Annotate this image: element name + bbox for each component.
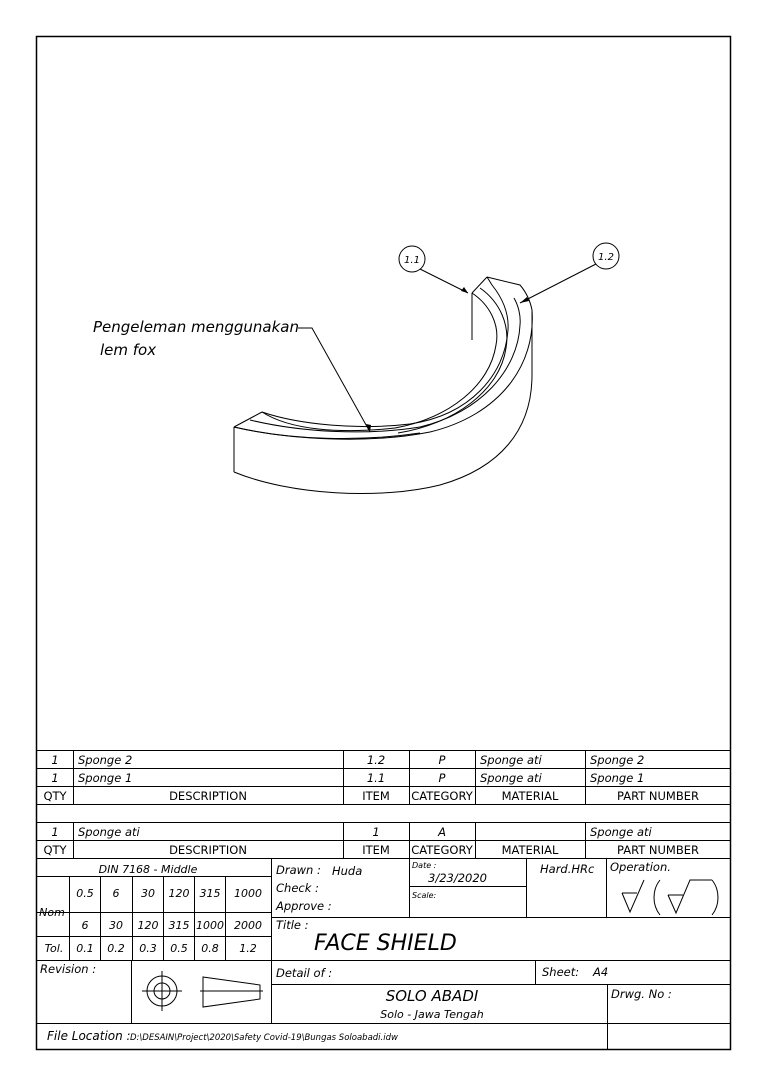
detail-label: Detail of : [276, 966, 333, 980]
nom-to-5: 1000 [196, 919, 224, 932]
row2-item: 1.1 [366, 771, 386, 785]
header2-category: CATEGORY [411, 843, 473, 857]
part-isometric-view [234, 277, 532, 494]
row2-material: Sponge ati [480, 771, 542, 785]
assembly-qty: 1 [51, 825, 59, 839]
header-description: DESCRIPTION [169, 789, 247, 803]
file-path: D:\DESAIN\Project\2020\Safety Covid-19\Bungas Soloabadi.idw [130, 1033, 398, 1043]
row2-qty: 1 [51, 771, 59, 785]
drawing-number-label: Drwg. No : [611, 987, 672, 1001]
row1-qty: 1 [51, 753, 59, 767]
sheet-size: A4 [593, 965, 609, 979]
company-location: Solo - Jawa Tengah [380, 1008, 484, 1021]
header2-part-number: PART NUMBER [617, 843, 699, 857]
header-qty: QTY [43, 789, 67, 803]
tolerance-nom-label: Nom [39, 906, 65, 919]
file-location-label: File Location : [47, 1029, 131, 1043]
inner-top-edge [234, 277, 532, 439]
surface-finish-symbol-icon [622, 880, 718, 915]
note-line-2: lem fox [100, 341, 157, 359]
row1-part-number: Sponge 2 [590, 753, 645, 767]
header2-qty: QTY [43, 843, 67, 857]
note-line-1: Pengeleman menggunakan [93, 318, 299, 336]
callout-label-1.2: 1.2 [598, 252, 614, 263]
check-label: Check : [276, 881, 319, 895]
nom-from-1: 0.5 [76, 887, 94, 900]
approve-label: Approve : [276, 899, 332, 913]
row2-category: P [438, 771, 446, 785]
assembly-item: 1 [372, 825, 380, 839]
row1-material: Sponge ati [480, 753, 542, 767]
drawn-label: Drawn : [276, 863, 321, 877]
operation-label: Operation. [610, 860, 671, 874]
assembly-category: A [438, 825, 446, 839]
drawn-by: Huda [332, 864, 363, 878]
drawing-title: FACE SHIELD [314, 931, 457, 956]
date-label: Date : [412, 861, 437, 870]
tol-4: 0.5 [170, 942, 188, 955]
row2-part-number: Sponge 1 [590, 771, 645, 785]
nom-to-2: 30 [109, 919, 123, 932]
callout-1.2 [520, 243, 619, 303]
nom-from-4: 120 [168, 887, 190, 900]
title-label: Title : [276, 918, 309, 932]
nom-from-5: 315 [199, 887, 221, 900]
callout-1.1 [399, 246, 468, 293]
tol-3: 0.3 [139, 942, 157, 955]
tol-6: 1.2 [239, 942, 257, 955]
row1-category: P [438, 753, 446, 767]
tolerance-tol-label: Tol. [44, 942, 64, 955]
callout-label-1.1: 1.1 [404, 255, 420, 266]
header-category: CATEGORY [411, 789, 473, 803]
assembly-part-number: Sponge ati [590, 825, 652, 839]
glue-note [93, 318, 371, 432]
sheet-label: Sheet: [542, 965, 580, 979]
third-angle-projection-icon [142, 971, 263, 1011]
header2-description: DESCRIPTION [169, 843, 247, 857]
row1-item: 1.2 [366, 753, 386, 767]
header2-material: MATERIAL [501, 843, 559, 857]
nom-from-3: 30 [141, 887, 155, 900]
tol-5: 0.8 [201, 942, 219, 955]
company-name: SOLO ABADI [385, 987, 479, 1005]
hardness-label: Hard.HRc [540, 862, 595, 876]
tolerance-standard: DIN 7168 - Middle [98, 863, 198, 876]
row1-description: Sponge 2 [78, 753, 133, 767]
tol-1: 0.1 [76, 942, 94, 955]
assembly-description: Sponge ati [78, 825, 140, 839]
header-item: ITEM [362, 789, 390, 803]
header-material: MATERIAL [501, 789, 559, 803]
tol-2: 0.2 [107, 942, 125, 955]
nom-to-3: 120 [137, 919, 159, 932]
nom-to-1: 6 [81, 919, 89, 932]
nom-to-6: 2000 [234, 919, 262, 932]
header2-item: ITEM [362, 843, 390, 857]
row2-description: Sponge 1 [78, 771, 133, 785]
outer-top-edge [262, 277, 508, 427]
nom-to-4: 315 [168, 919, 190, 932]
nom-from-6: 1000 [234, 887, 262, 900]
revision-label: Revision : [40, 962, 97, 976]
header-part-number: PART NUMBER [617, 789, 699, 803]
scale-label: Scale: [412, 891, 437, 900]
date-value: 3/23/2020 [428, 871, 487, 885]
nom-from-2: 6 [112, 887, 120, 900]
